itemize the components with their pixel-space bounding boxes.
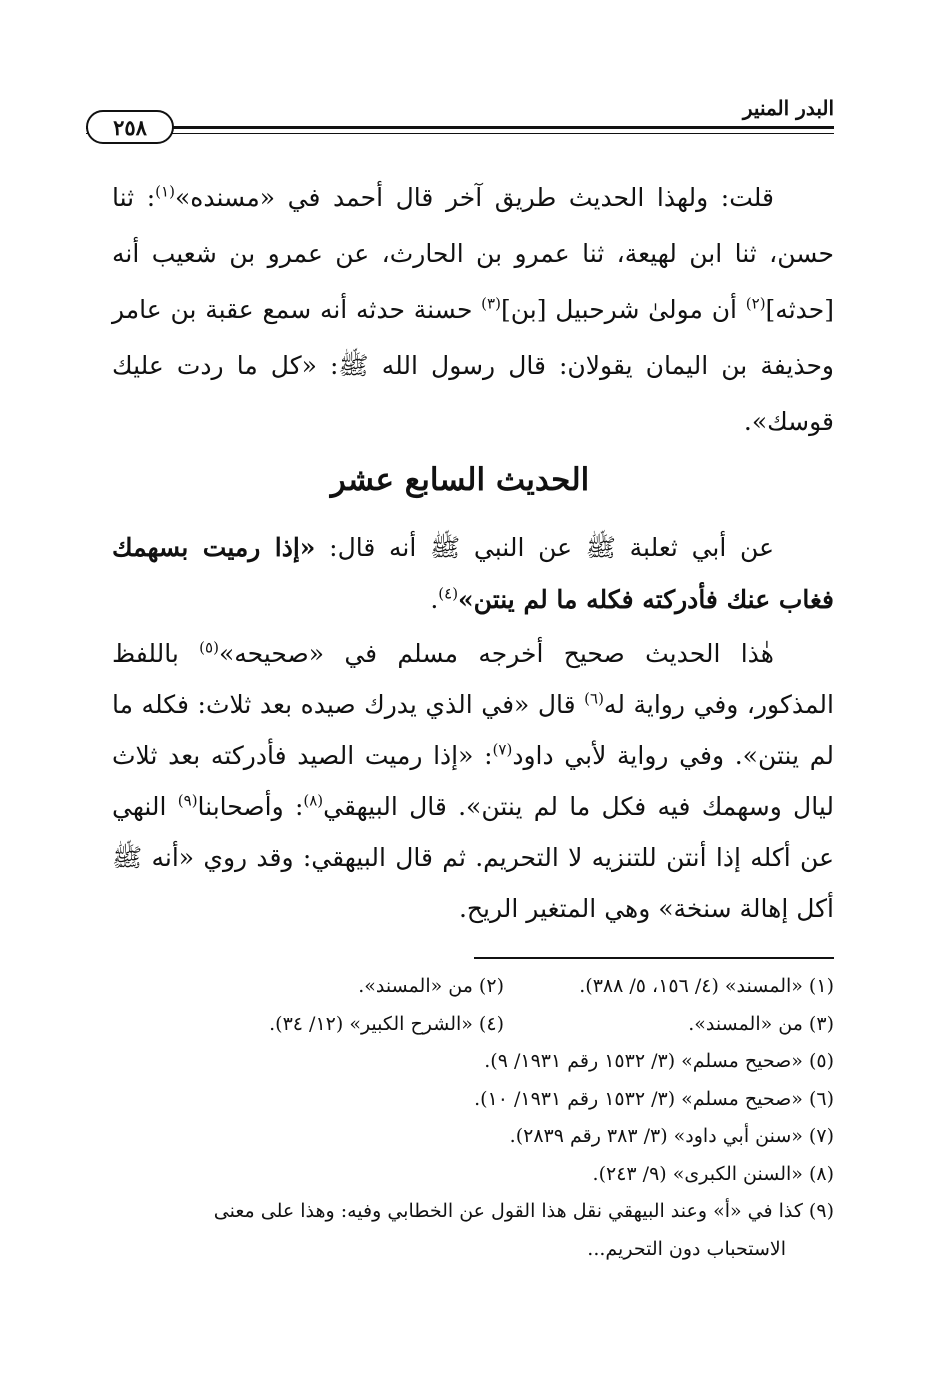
footnote-ref-4[interactable]: (٤) [438,584,459,603]
footnote-9-continued: الاستحباب دون التحريم... [587,1237,786,1260]
header-rule-thin [86,133,834,134]
paragraph-1 [112,170,834,450]
footnote-row [86,1006,834,1044]
para3-text-e: : وأصحابنا [197,792,304,821]
footnote-7: (٧) «سنن أبي داود» (٣/ ٣٨٣ رقم ٢٨٣٩). [509,1125,834,1147]
footnote-separator [474,957,834,959]
footnote-5: (٥) «صحيح مسلم» (٣/ ١٥٣٢ رقم ١٩٣١/ ٩). [484,1050,834,1072]
footnote-row [86,968,834,1006]
header-rule-thick [86,126,834,129]
para3-text-c: قال «في الذي يدرك صيده بعد ثلاث: فكله ما لم ينتن». وفي رواية لأبي داود [112,690,834,770]
para3-text-a: هٰذا الحديث صحيح أخرجه مسلم في «صحيحه» [218,639,774,668]
para1-text-b: : ثنا حسن، ثنا ابن لهيعة، ثنا عمرو بن الحارث، عن عمرو بن شعيب أنه [حدثه] [112,183,834,324]
paragraph-3 [112,628,834,934]
hadith-text: «إذا رميت بسهمك فغاب عنك فأدركته فكله ما لم ينتن» [112,533,834,614]
footnote-ref-3[interactable]: (٣) [481,294,501,313]
para1-text-c: أن مولىٰ شرحبيل [بن] [500,295,746,324]
footnote-ref-7[interactable]: (٧) [492,740,513,759]
para2-end: . [430,585,439,614]
footnote-ref-6[interactable]: (٦) [584,689,604,708]
para3-text-b: باللفظ المذكور، وفي رواية له [112,639,834,719]
footnote-8: (٨) «السنن الكبرى» (٩/ ٢٤٣). [592,1162,834,1185]
section-heading: الحديث السابع عشر [330,462,590,498]
footnote-1: (١) «المسند» (٤/ ١٥٦، ٥/ ٣٨٨). [579,975,834,997]
footnote-ref-8[interactable]: (٨) [303,791,324,810]
paragraph-2 [112,522,834,626]
footnote-ref-2[interactable]: (٢) [745,294,766,313]
footnotes [86,968,834,1268]
footnote-3: (٣) من «المسند». [688,1012,834,1035]
page-header [86,96,834,142]
footnote-6: (٦) «صحيح مسلم» (٣/ ١٥٣٢ رقم ١٩٣١/ ١٠). [474,1087,834,1110]
para3-text-f: النهي عن أكله إذا أنتن للتنزيه لا التحريم. ثم قال البيهقي: وقد روي «أنه ﷺ أكل إهالة سنخة» وهي المتغير الريح. [112,792,834,923]
footnote-ref-5[interactable]: (٥) [199,638,219,657]
para1-text-d: حسنة حدثه أنه سمع عقبة بن عامر وحذيفة بن اليمان يقولان: قال رسول الله ﷺ: «كل ما ردت عليك قوسك». [112,295,834,436]
footnote-ref-9[interactable]: (٩) [177,791,198,810]
para2-text-a: عن أبي ثعلبة ﷺ عن النبي ﷺ أنه قال: [315,533,774,562]
para3-text-d: : «إذا رميت الصيد فأدركته بعد ثلاث ليال وسهمك فيه فكل ما لم ينتن». قال البيهقي [112,741,834,821]
footnote-2: (٢) من «المسند». [358,975,504,997]
footnote-9: (٩) كذا في «أ» وعند البيهقي نقل هذا القول عن الخطابي وفيه: وهذا على معنى [213,1200,834,1222]
footnote-ref-1[interactable]: (١) [155,182,175,201]
para1-text-a: قلت: ولهذا الحديث طريق آخر قال أحمد في «مسنده» [174,183,774,212]
running-title: البدر المنير [737,96,834,120]
page-number: ٢٥٨ [86,110,174,144]
footnote-4: (٤) «الشرح الكبير» (١٢/ ٣٤). [269,1012,504,1035]
